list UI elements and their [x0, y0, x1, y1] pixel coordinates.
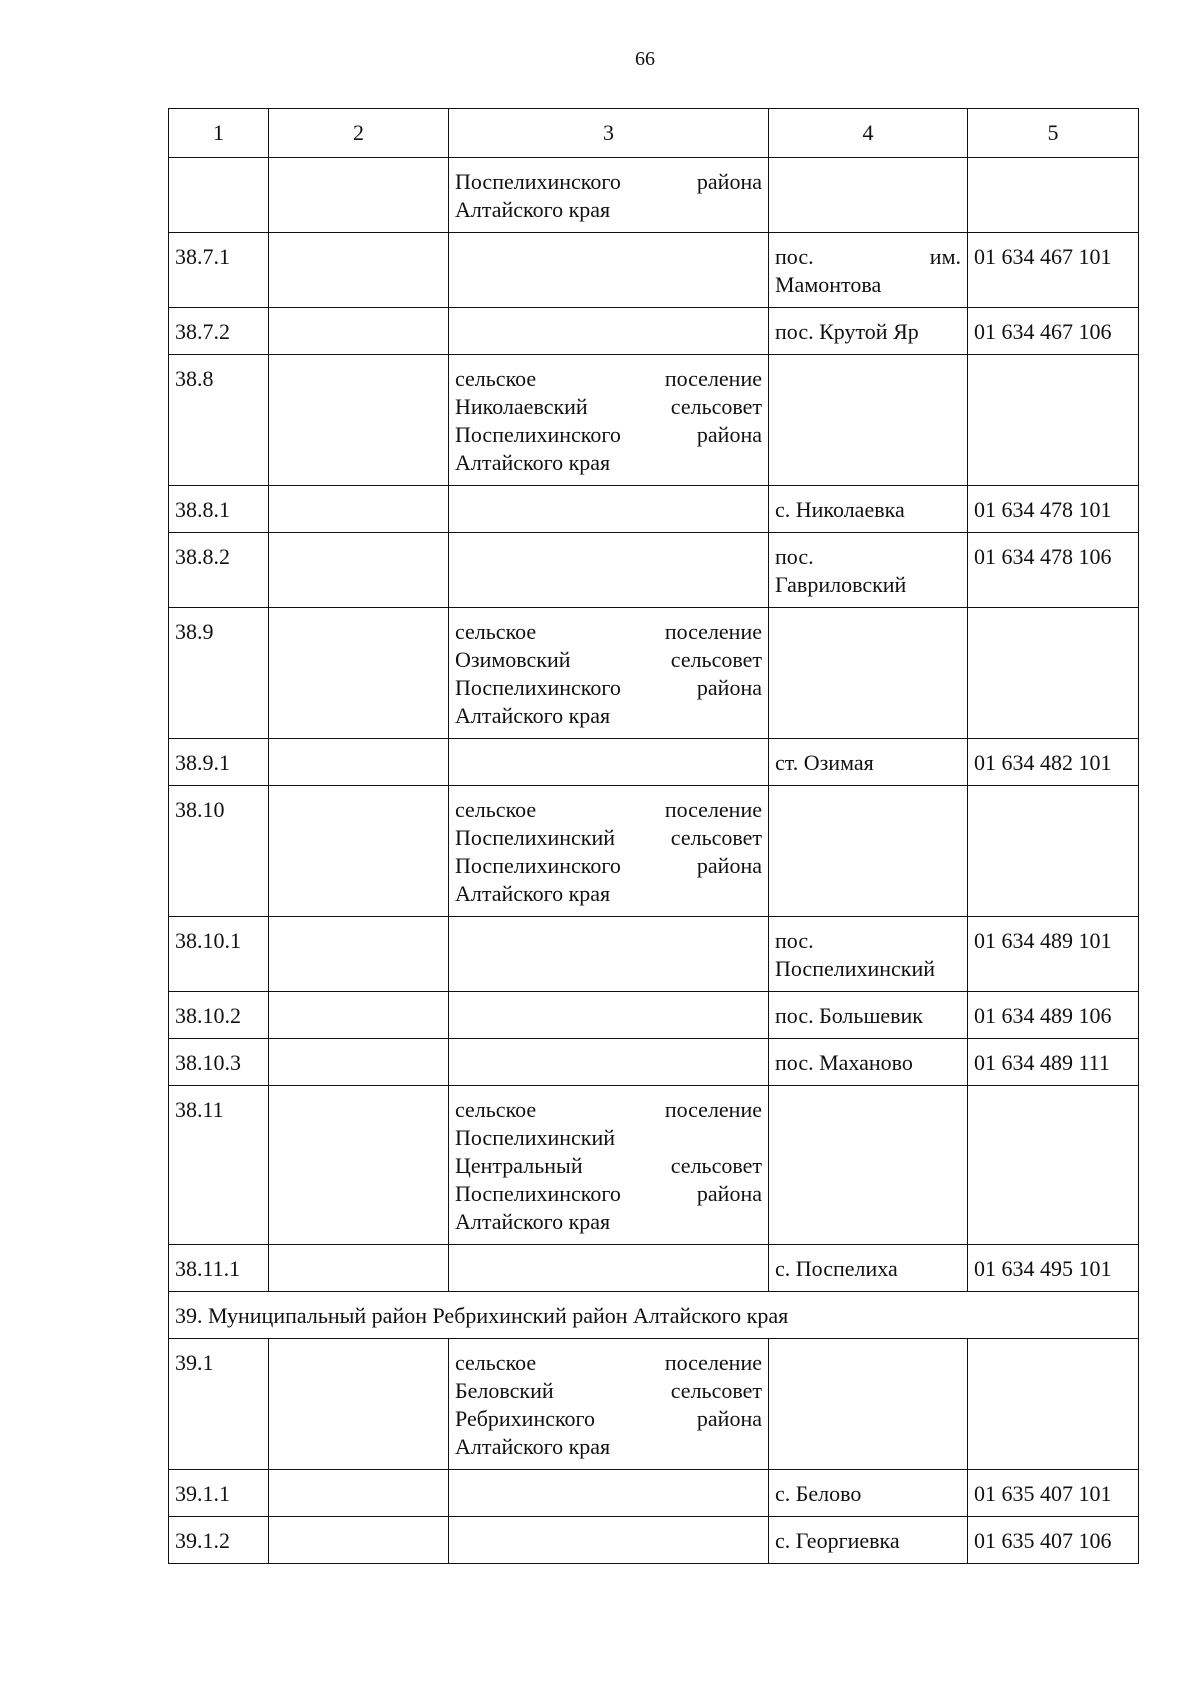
cell-number: [169, 158, 269, 233]
cell-code-2: [269, 1470, 449, 1517]
cell-municipality: [449, 608, 769, 739]
table-body: [169, 158, 1139, 1564]
cell-oktmo-code: [968, 355, 1139, 486]
cell-municipality: [449, 992, 769, 1039]
cell-oktmo-code: 01 635 407 101: [968, 1470, 1139, 1517]
cell-settlement: [769, 158, 968, 233]
table-row: [169, 1039, 1139, 1086]
cell-settlement: [769, 233, 968, 308]
table-row: [169, 1245, 1139, 1292]
municipality-line: Поспелихинского района: [455, 422, 762, 447]
table-row: [169, 786, 1139, 917]
cell-settlement: [769, 1039, 968, 1086]
cell-code-2: [269, 608, 449, 739]
settlement-line: пос. Крутой Яр: [775, 319, 919, 344]
municipality-line: Николаевский сельсовет: [455, 394, 762, 419]
settlement-line: с. Николаевка: [775, 497, 905, 522]
municipality-line: сельское поселение: [455, 1097, 762, 1122]
cell-code-2: [269, 355, 449, 486]
settlement-line: пос. Большевик: [775, 1003, 923, 1028]
municipality-line: Алтайского края: [455, 703, 611, 728]
header-row: [169, 109, 1139, 158]
table-header: [169, 109, 1139, 158]
cell-oktmo-code: 01 634 495 101: [968, 1245, 1139, 1292]
cell-settlement: [769, 739, 968, 786]
cell-oktmo-code: 01 635 407 106: [968, 1517, 1139, 1564]
cell-settlement: [769, 917, 968, 992]
column-header-2: 2: [269, 109, 449, 158]
section-title: 39. Муниципальный район Ребрихинский район Алтайского края: [169, 1292, 1139, 1339]
table-row: [169, 233, 1139, 308]
cell-number: 38.8.2: [169, 533, 269, 608]
table-row: [169, 158, 1139, 233]
cell-code-2: [269, 917, 449, 992]
cell-settlement: [769, 1339, 968, 1470]
cell-municipality: [449, 786, 769, 917]
cell-code-2: [269, 158, 449, 233]
settlement-line: пос. Маханово: [775, 1050, 913, 1075]
cell-number: 38.11.1: [169, 1245, 269, 1292]
municipality-line: Поспелихинского района: [455, 169, 762, 194]
column-header-4: 4: [769, 109, 968, 158]
cell-municipality: [449, 917, 769, 992]
municipality-line: сельское поселение: [455, 1350, 762, 1375]
cell-municipality: [449, 355, 769, 486]
column-header-3: 3: [449, 109, 769, 158]
cell-code-2: [269, 233, 449, 308]
settlement-line: ст. Озимая: [775, 750, 874, 775]
settlement-line: с. Георгиевка: [775, 1528, 900, 1553]
table-row: [169, 608, 1139, 739]
settlement-line: Мамонтова: [775, 272, 882, 297]
cell-municipality: [449, 1039, 769, 1086]
municipality-line: Центральный сельсовет: [455, 1153, 762, 1178]
cell-settlement: [769, 1517, 968, 1564]
cell-code-2: [269, 1339, 449, 1470]
settlement-line: пос.: [775, 544, 814, 569]
cell-oktmo-code: 01 634 489 111: [968, 1039, 1139, 1086]
cell-municipality: [449, 233, 769, 308]
municipality-line: Алтайского края: [455, 1434, 611, 1459]
municipality-line: Поспелихинского района: [455, 675, 762, 700]
settlement-line: Гавриловский: [775, 572, 907, 597]
cell-oktmo-code: 01 634 489 106: [968, 992, 1139, 1039]
settlement-line: Поспелихинский: [775, 956, 936, 981]
cell-oktmo-code: 01 634 489 101: [968, 917, 1139, 992]
municipality-line: Поспелихинского района: [455, 853, 762, 878]
municipality-line: Поспелихинского района: [455, 1181, 762, 1206]
municipality-line: Алтайского края: [455, 450, 611, 475]
cell-code-2: [269, 1039, 449, 1086]
cell-code-2: [269, 786, 449, 917]
cell-municipality: [449, 486, 769, 533]
cell-code-2: [269, 1245, 449, 1292]
cell-municipality: [449, 1245, 769, 1292]
cell-municipality: [449, 1339, 769, 1470]
cell-number: 38.7.2: [169, 308, 269, 355]
section-row: [169, 1292, 1139, 1339]
cell-number: 39.1.2: [169, 1517, 269, 1564]
page-number: 66: [635, 48, 655, 70]
cell-settlement: [769, 308, 968, 355]
cell-settlement: [769, 1086, 968, 1245]
cell-number: 38.11: [169, 1086, 269, 1245]
cell-code-2: [269, 992, 449, 1039]
cell-number: 38.8.1: [169, 486, 269, 533]
cell-municipality: [449, 1086, 769, 1245]
cell-municipality: [449, 1470, 769, 1517]
cell-settlement: [769, 786, 968, 917]
table-row: [169, 355, 1139, 486]
cell-code-2: [269, 739, 449, 786]
municipality-line: Поспелихинский: [455, 1125, 616, 1150]
table-row: [169, 1339, 1139, 1470]
cell-number: 39.1: [169, 1339, 269, 1470]
municipality-line: Алтайского края: [455, 197, 611, 222]
cell-settlement: [769, 992, 968, 1039]
registry-table: [168, 108, 1139, 1564]
cell-oktmo-code: 01 634 467 101: [968, 233, 1139, 308]
cell-municipality: [449, 1517, 769, 1564]
table-row: [169, 739, 1139, 786]
cell-oktmo-code: [968, 608, 1139, 739]
cell-number: 38.10.3: [169, 1039, 269, 1086]
table-row: [169, 1517, 1139, 1564]
column-header-5: 5: [968, 109, 1139, 158]
cell-municipality: [449, 158, 769, 233]
cell-number: 39.1.1: [169, 1470, 269, 1517]
municipality-line: Алтайского края: [455, 1209, 611, 1234]
cell-code-2: [269, 486, 449, 533]
municipality-line: Озимовский сельсовет: [455, 647, 762, 672]
table-row: [169, 308, 1139, 355]
cell-number: 38.9: [169, 608, 269, 739]
cell-oktmo-code: [968, 158, 1139, 233]
cell-number: 38.10.2: [169, 992, 269, 1039]
municipality-line: Беловский сельсовет: [455, 1378, 762, 1403]
settlement-line: пос. им.: [775, 244, 961, 269]
table-row: [169, 533, 1139, 608]
table-row: [169, 486, 1139, 533]
cell-municipality: [449, 533, 769, 608]
cell-number: 38.10.1: [169, 917, 269, 992]
cell-code-2: [269, 1086, 449, 1245]
cell-settlement: [769, 1245, 968, 1292]
cell-oktmo-code: [968, 1086, 1139, 1245]
table-row: [169, 1086, 1139, 1245]
cell-settlement: [769, 486, 968, 533]
cell-municipality: [449, 739, 769, 786]
cell-settlement: [769, 533, 968, 608]
cell-oktmo-code: 01 634 478 101: [968, 486, 1139, 533]
cell-oktmo-code: [968, 786, 1139, 917]
cell-settlement: [769, 1470, 968, 1517]
cell-number: 38.7.1: [169, 233, 269, 308]
cell-oktmo-code: [968, 1339, 1139, 1470]
cell-code-2: [269, 308, 449, 355]
settlement-line: пос.: [775, 928, 814, 953]
cell-oktmo-code: 01 634 482 101: [968, 739, 1139, 786]
municipality-line: Алтайского края: [455, 881, 611, 906]
table-row: [169, 917, 1139, 992]
municipality-line: сельское поселение: [455, 366, 762, 391]
cell-municipality: [449, 308, 769, 355]
municipality-line: сельское поселение: [455, 619, 762, 644]
cell-oktmo-code: 01 634 467 106: [968, 308, 1139, 355]
table-row: [169, 1470, 1139, 1517]
cell-oktmo-code: 01 634 478 106: [968, 533, 1139, 608]
column-header-1: 1: [169, 109, 269, 158]
cell-number: 38.9.1: [169, 739, 269, 786]
municipality-line: сельское поселение: [455, 797, 762, 822]
cell-code-2: [269, 1517, 449, 1564]
table-row: [169, 992, 1139, 1039]
municipality-line: Ребрихинского района: [455, 1406, 762, 1431]
cell-code-2: [269, 533, 449, 608]
municipality-line: Поспелихинский сельсовет: [455, 825, 762, 850]
cell-settlement: [769, 355, 968, 486]
cell-number: 38.8: [169, 355, 269, 486]
cell-settlement: [769, 608, 968, 739]
settlement-line: с. Белово: [775, 1481, 862, 1506]
settlement-line: с. Поспелиха: [775, 1256, 898, 1281]
cell-number: 38.10: [169, 786, 269, 917]
